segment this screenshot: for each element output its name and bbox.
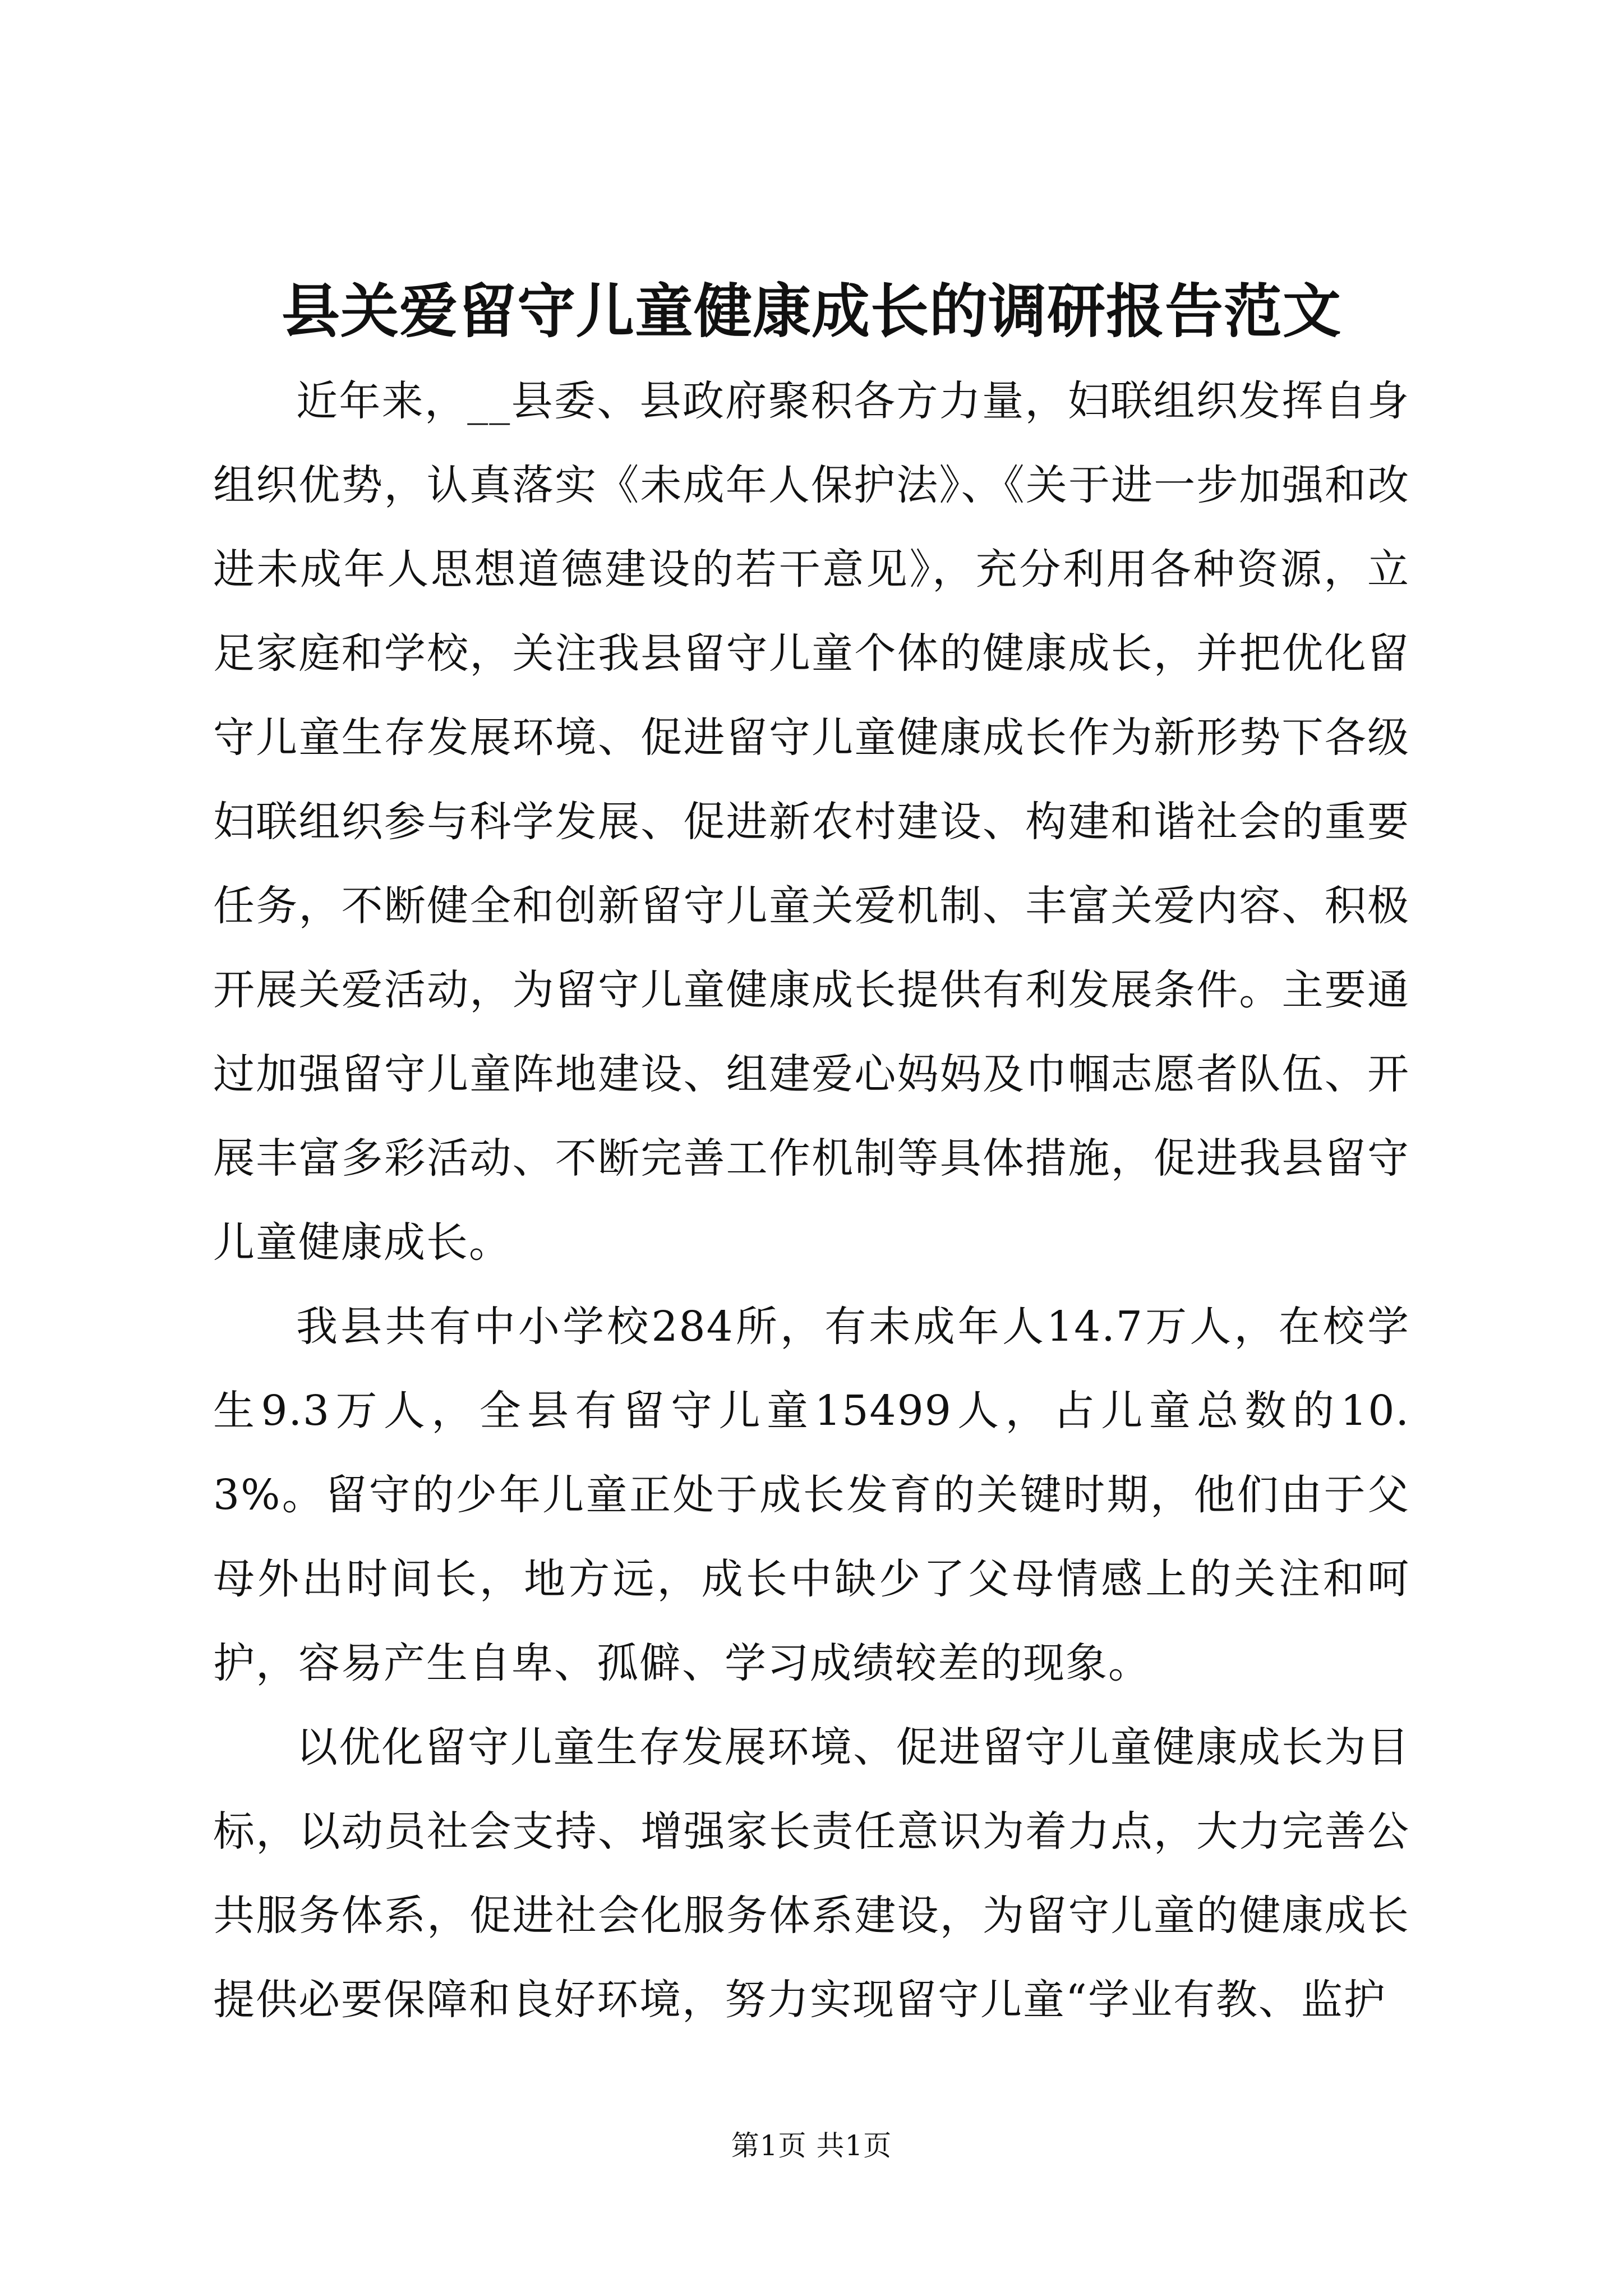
page-footer: 第1页 共1页 xyxy=(731,2129,892,2162)
paragraph-3: 以优化留守儿童生存发展环境、促进留守儿童健康成长为目标，以动员社会支持、增强家长责任意识为着力点，大力完善公共服务体系，促进社会化服务体系建设，为留守儿童的健康成长提供必要保障和良好环境，努力实现留守儿童“学业有教、监护 xyxy=(213,1723,1410,2024)
paragraph-2: 我县共有中小学校284所，有未成年人14.7万人，在校学生9.3万人，全县有留守儿童15499人，占儿童总数的10.3%。留守的少年儿童正处于成长发育的关键时期，他们由于父母外出时间长，地方远，成长中缺少了父母情感上的关注和呵护，容易产生自卑、孤僻、学习成绩较差的现象。 xyxy=(213,1303,1410,1687)
paragraph-1: 近年来，__县委、县政府聚积各方力量，妇联组织发挥自身组织优势，认真落实《未成年人保护法》、《关于进一步加强和改进未成年人思想道德建设的若干意见》，充分利用各种资源，立足家庭和学校，关注我县留守儿童个体的健康成长，并把优化留守儿童生存发展环境、促进留守儿童健康成长作为新形势下各级妇联组织参与科学发展、促进新农村建设、构建和谐社会的重要任务，不断健全和创新留守儿童关爱机制、丰富关爱内容、积极开展关爱活动，为留守儿童健康成长提供有利发展条件。主要通过加强留守儿童阵地建设、组建爱心妈妈及巾帼志愿者队伍、开展丰富多彩活动、不断完善工作机制等具体措施，促进我县留守儿童健康成长。 xyxy=(213,377,1410,1267)
document-body xyxy=(213,359,1410,2042)
document-title: 县关爱留守儿童健康成长的调研报告范文 xyxy=(281,277,1341,346)
